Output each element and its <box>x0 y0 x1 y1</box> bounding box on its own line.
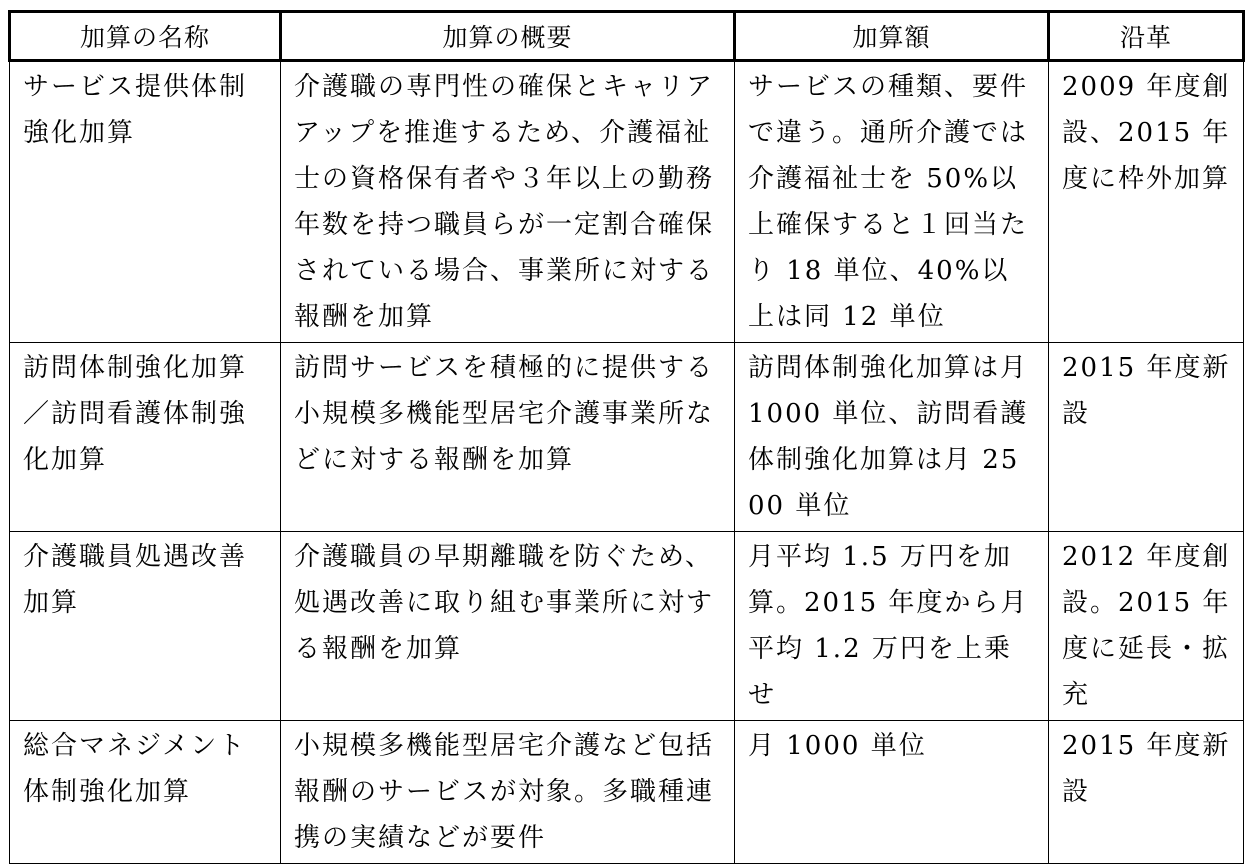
header-name: 加算の名称 <box>10 12 281 61</box>
cell-amount: サービスの種類、要件で違う。通所介護では介護福祉士を 50%以上確保すると１回当たり 18 単位、40%以上は同 12 単位 <box>735 61 1049 343</box>
table-row <box>10 61 1244 343</box>
cell-history: 2009 年度創設、2015 年度に枠外加算 <box>1049 61 1244 343</box>
table-header <box>10 12 1244 61</box>
cell-name: 総合マネジメント体制強化加算 <box>10 721 281 864</box>
table-body <box>10 61 1244 864</box>
header-history: 沿革 <box>1049 12 1244 61</box>
cell-name: 訪問体制強化加算／訪問看護体制強化加算 <box>10 343 281 532</box>
cell-overview: 介護職員の早期離職を防ぐため、処遇改善に取り組む事業所に対する報酬を加算 <box>281 532 735 721</box>
table-row <box>10 532 1244 721</box>
cell-overview: 小規模多機能型居宅介護など包括報酬のサービスが対象。多職種連携の実績などが要件 <box>281 721 735 864</box>
addition-table <box>8 10 1245 864</box>
header-amount: 加算額 <box>735 12 1049 61</box>
document-page <box>8 10 1242 864</box>
cell-name: サービス提供体制強化加算 <box>10 61 281 343</box>
cell-name: 介護職員処遇改善加算 <box>10 532 281 721</box>
table-row <box>10 721 1244 864</box>
cell-amount: 訪問体制強化加算は月 1000 単位、訪問看護体制強化加算は月 2500 単位 <box>735 343 1049 532</box>
cell-history: 2015 年度新設 <box>1049 721 1244 864</box>
cell-history: 2012 年度創設。2015 年度に延長・拡充 <box>1049 532 1244 721</box>
header-overview: 加算の概要 <box>281 12 735 61</box>
table-row <box>10 343 1244 532</box>
cell-overview: 訪問サービスを積極的に提供する小規模多機能型居宅介護事業所などに対する報酬を加算 <box>281 343 735 532</box>
cell-history: 2015 年度新設 <box>1049 343 1244 532</box>
cell-overview: 介護職の専門性の確保とキャリアアップを推進するため、介護福祉士の資格保有者や３年以上の勤務年数を持つ職員らが一定割合確保されている場合、事業所に対する報酬を加算 <box>281 61 735 343</box>
cell-amount: 月平均 1.5 万円を加算。2015 年度から月平均 1.2 万円を上乗せ <box>735 532 1049 721</box>
header-row <box>10 12 1244 61</box>
cell-amount: 月 1000 単位 <box>735 721 1049 864</box>
